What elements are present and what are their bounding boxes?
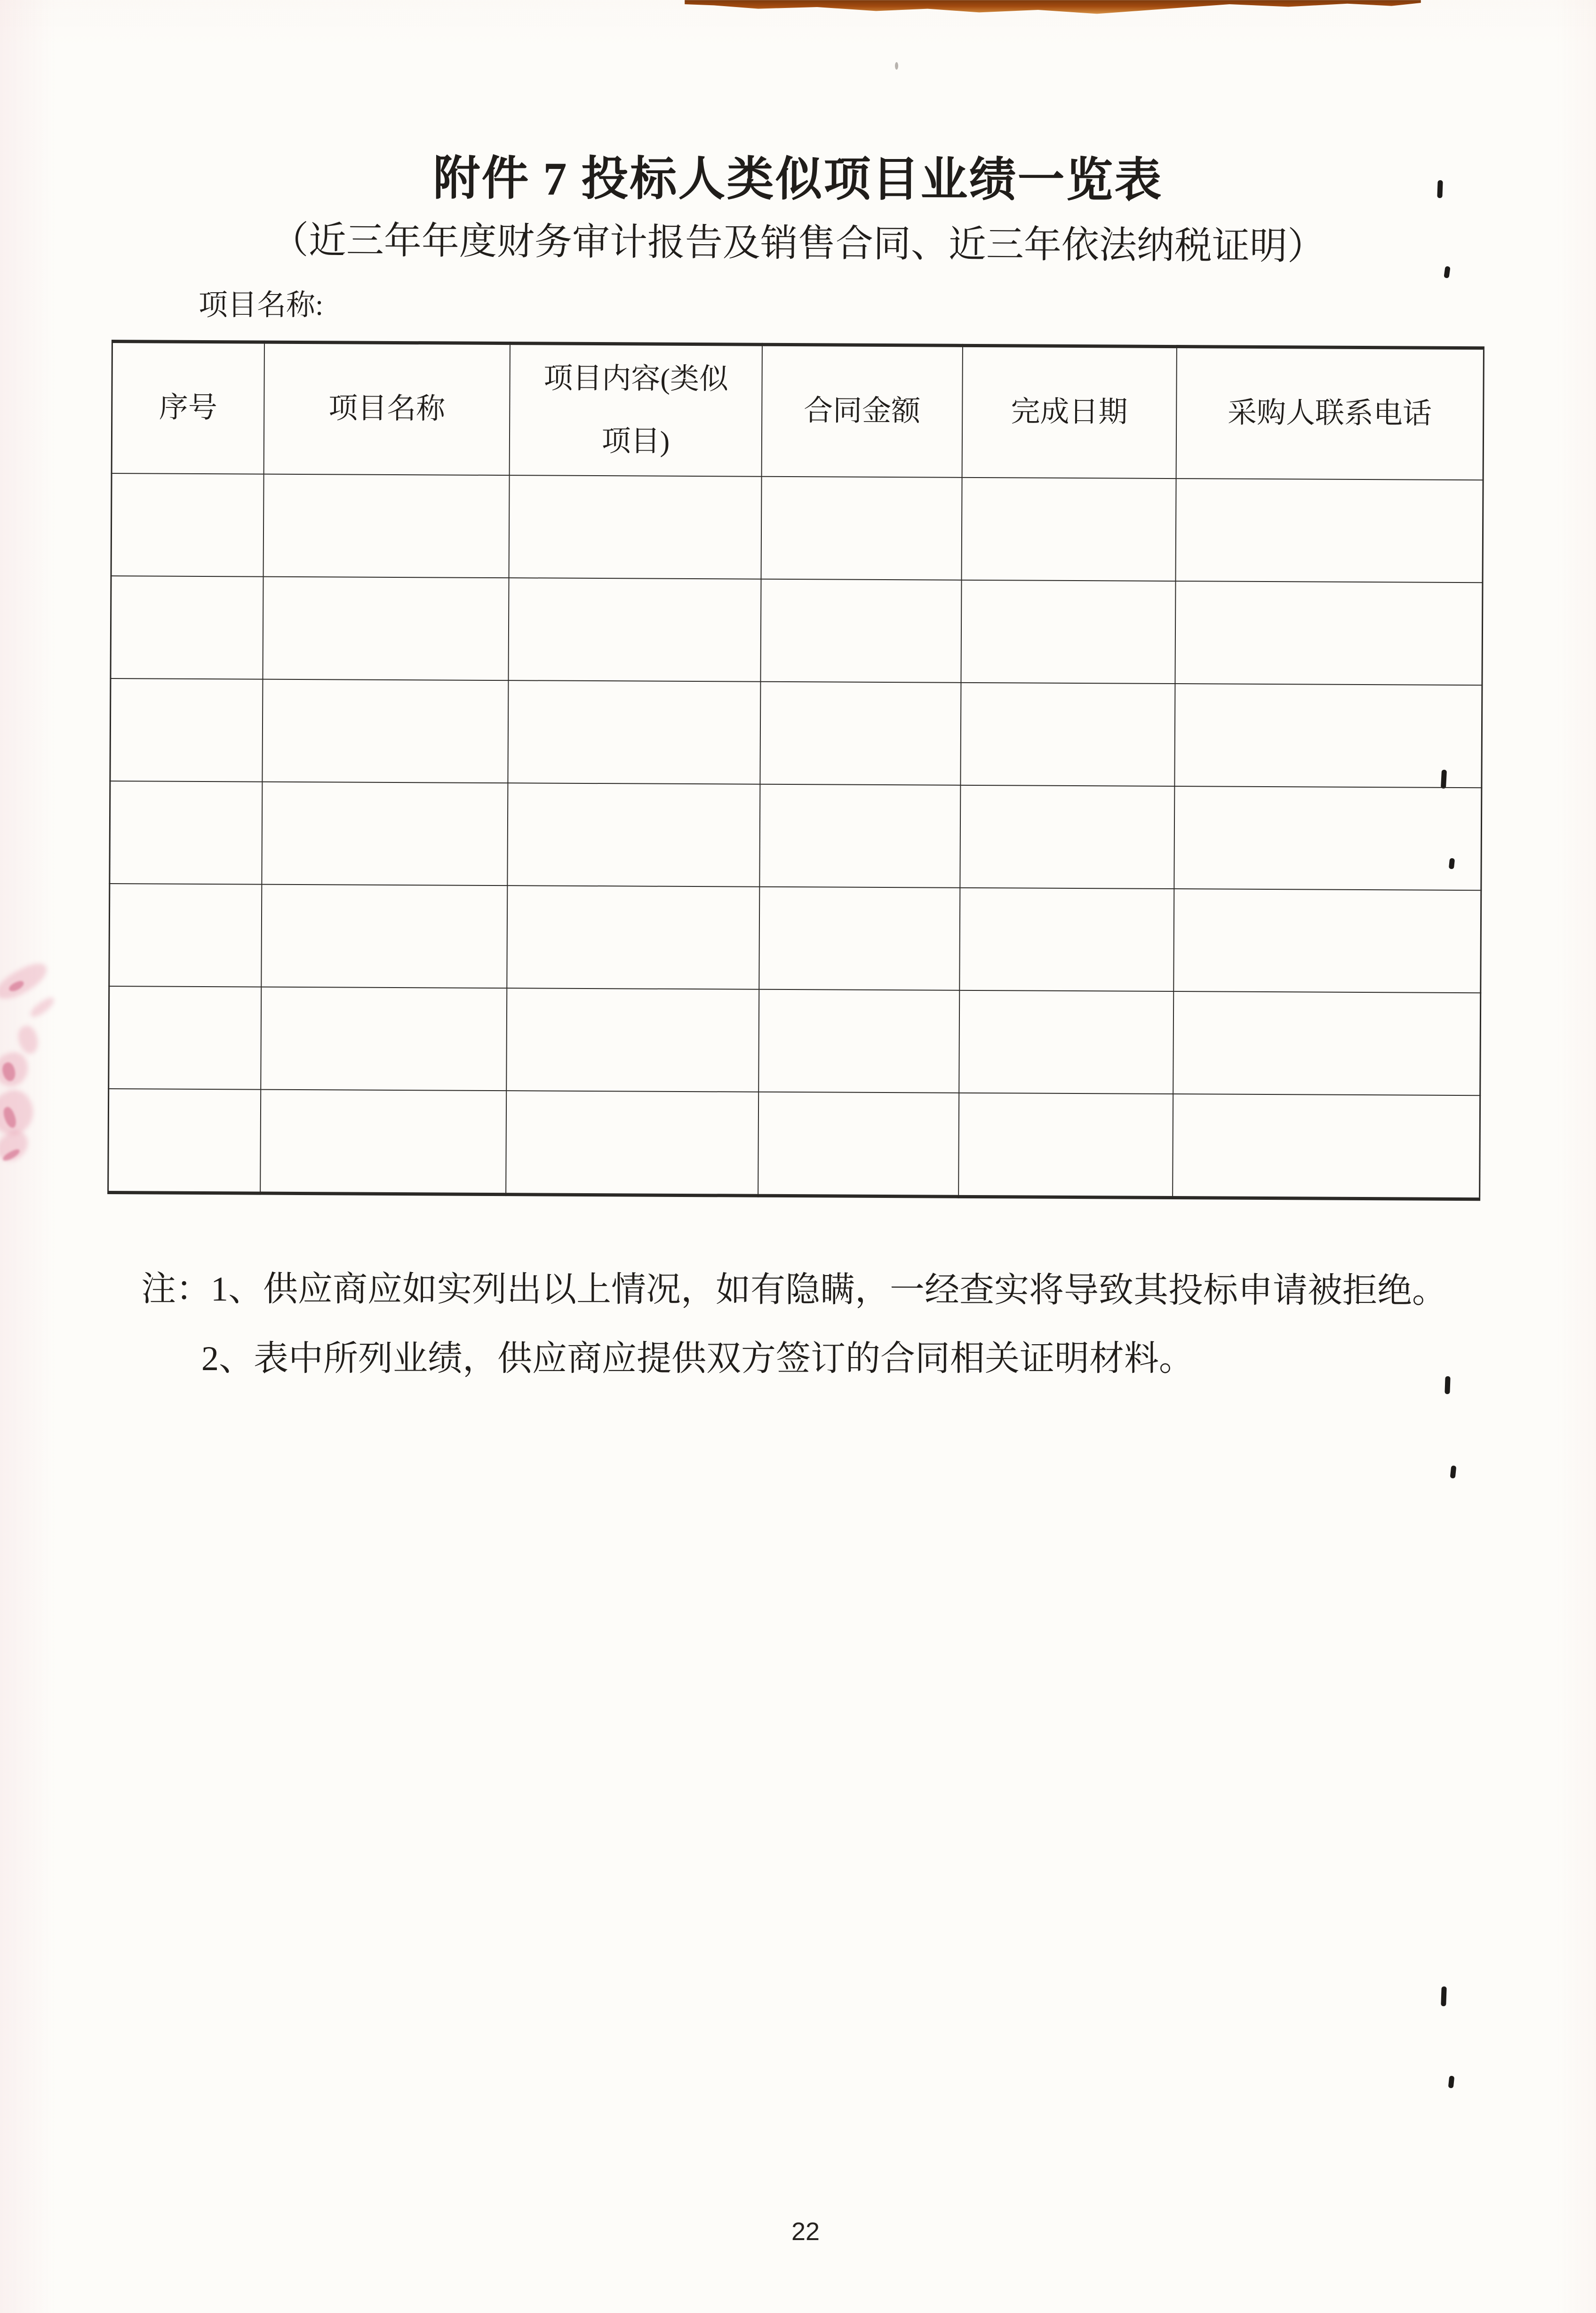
header-cell-index: 序号 [112, 342, 264, 474]
table-cell [1173, 889, 1481, 993]
table-cell [961, 478, 1176, 581]
table-cell [260, 1090, 506, 1195]
header-cell-purchaser-phone: 采购人联系电话 [1176, 347, 1484, 480]
header-cell-completion-date: 完成日期 [962, 345, 1176, 479]
table-cell [262, 679, 508, 783]
ink-tick-artifact [1448, 2075, 1455, 2088]
table-cell [960, 785, 1174, 889]
table-row [109, 884, 1481, 993]
table-cell [263, 577, 509, 681]
page-subtitle: （近三年年度财务审计报告及销售合同、近三年依法纳税证明） [271, 220, 1325, 268]
table-cell [507, 885, 759, 989]
table-header-row [112, 342, 1484, 480]
table-cell [111, 473, 264, 577]
pink-smudge-artifact [0, 958, 52, 1005]
table-cell [1174, 684, 1482, 788]
table-cell [508, 578, 761, 682]
header-cell-project-content: 项目内容(类似项目) [509, 343, 762, 477]
project-name-label: 项目名称: [199, 289, 324, 321]
header-cell-contract-amount: 合同金额 [762, 344, 963, 478]
table-cell [1175, 479, 1483, 582]
pink-smudge-artifact [28, 995, 57, 1020]
speck-artifact [895, 62, 898, 70]
table-cell [758, 989, 959, 1093]
table-cell [506, 1091, 758, 1196]
table-cell [507, 783, 760, 887]
page-number: 22 [791, 2217, 820, 2246]
header-cell-project-name: 项目名称 [264, 342, 510, 475]
table-cell [1175, 581, 1483, 685]
table-cell [109, 884, 262, 987]
table-cell [109, 986, 262, 1090]
table-cell [1174, 786, 1482, 890]
table-cell [758, 1092, 959, 1197]
table-cell [959, 990, 1173, 1094]
ink-tick-artifact [1444, 1376, 1450, 1394]
table-cell [261, 885, 507, 989]
table-cell [759, 887, 960, 990]
scan-stain-top-edge-artifact [685, 0, 1421, 14]
table-cell [960, 683, 1175, 786]
table-cell [958, 1093, 1173, 1198]
page-title: 附件 7 投标人类似项目业绩一览表 [433, 152, 1163, 207]
table-cell [959, 888, 1174, 991]
note-line-1: 注：1、供应商应如实列出以上情况，如有隐瞒，一经查实将导致其投标申请被拒绝。 [141, 1270, 1447, 1310]
table-cell [1173, 991, 1481, 1095]
table-cell [506, 988, 759, 1092]
table-cell [261, 987, 507, 1091]
pink-smudge-artifact [15, 1023, 42, 1056]
table-row [109, 986, 1481, 1095]
table-cell [263, 474, 510, 578]
table-cell [508, 680, 760, 784]
performance-table [107, 340, 1484, 1201]
table-cell [760, 784, 961, 888]
ink-tick-artifact [1441, 1986, 1446, 2006]
table-cell [110, 781, 263, 885]
ink-tick-artifact [1450, 1465, 1457, 1478]
table-cell [761, 477, 962, 580]
table-row [111, 576, 1483, 685]
table-cell [110, 678, 263, 782]
table-row [110, 781, 1482, 890]
table-cell [761, 579, 962, 683]
table-row [110, 678, 1482, 788]
table-cell [961, 580, 1175, 684]
table-row [111, 473, 1483, 582]
table-cell [1173, 1094, 1480, 1199]
table-cell [509, 475, 761, 579]
table-cell [760, 682, 961, 785]
table-row [108, 1089, 1480, 1199]
table-cell [108, 1089, 261, 1193]
table-cell [262, 782, 508, 886]
note-line-2: 2、表中所列业绩，供应商应提供双方签订的合同相关证明材料。 [201, 1340, 1194, 1378]
performance-table-container [107, 340, 1484, 1201]
table-cell [111, 576, 263, 679]
